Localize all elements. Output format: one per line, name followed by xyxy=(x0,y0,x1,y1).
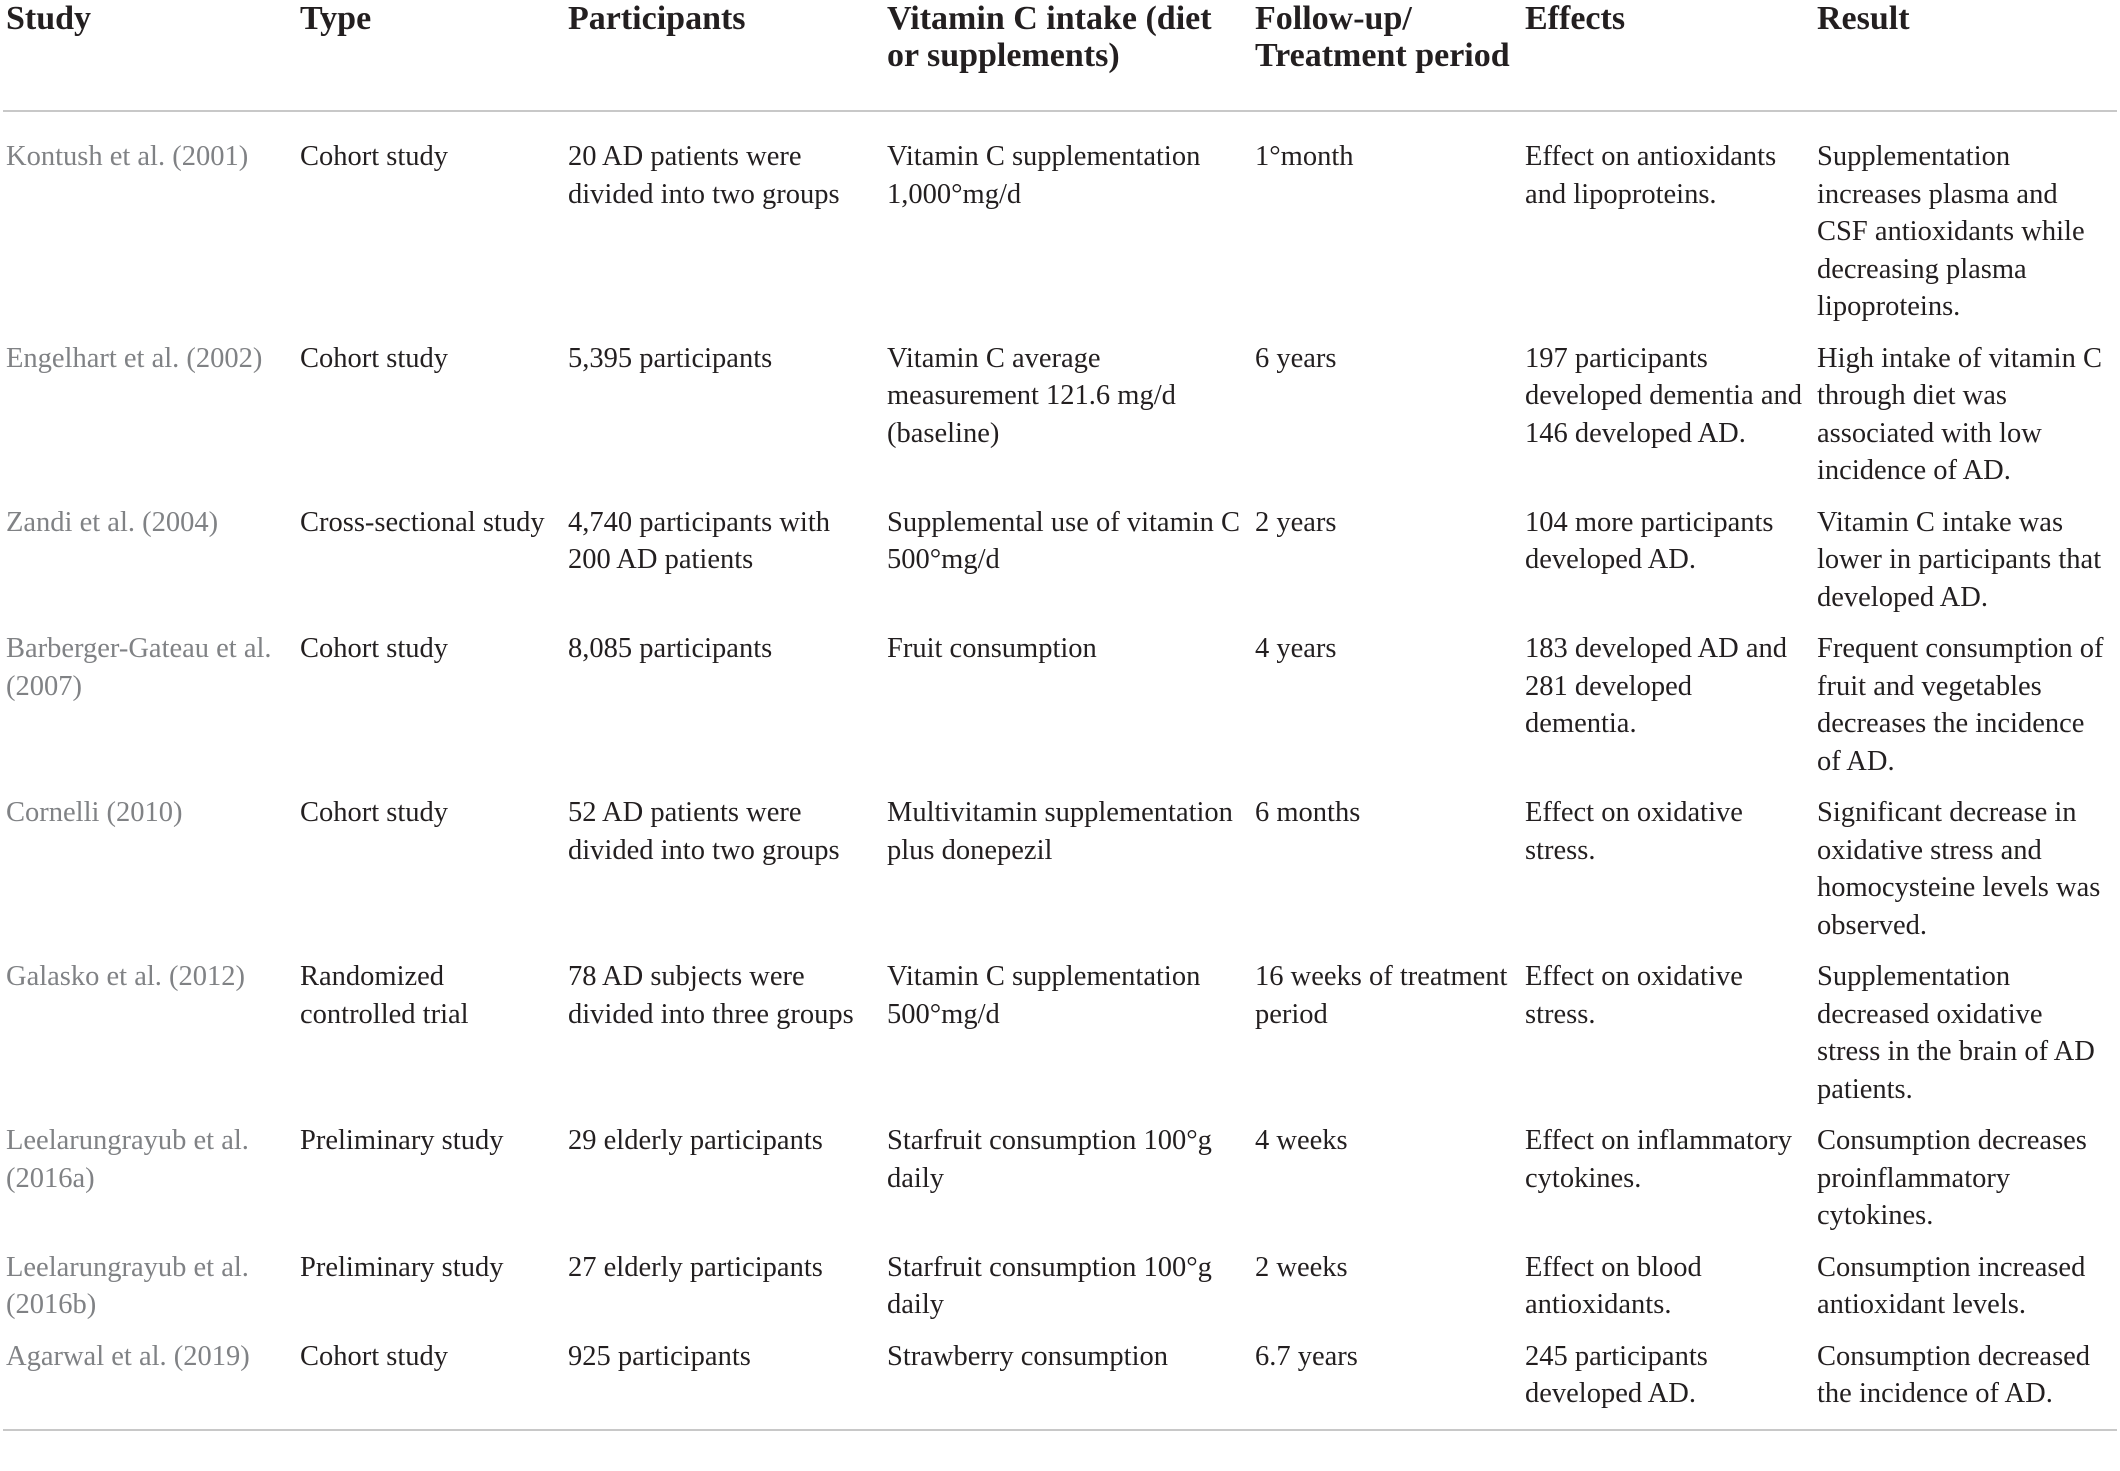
period-cell: 6 months xyxy=(1255,797,1361,828)
table-row xyxy=(3,111,2117,340)
result-cell: Significant decrease in oxidative stress and homocysteine levels was observed. xyxy=(1817,797,2101,941)
intake-cell: Strawberry consumption xyxy=(887,1340,1168,1372)
type-cell: Cohort study xyxy=(300,1340,449,1372)
header-result: Result xyxy=(1814,0,2117,111)
effects-cell: 245 participants developed AD. xyxy=(1525,1340,1708,1409)
studies-table xyxy=(3,0,2117,1431)
participants-cell: 4,740 participants with 200 AD patients xyxy=(568,506,830,575)
period-cell: 2 years xyxy=(1255,506,1337,538)
participants-cell: 78 AD subjects were divided into three groups xyxy=(568,961,854,1030)
effects-cell: Effect on oxidative stress. xyxy=(1525,961,1743,1030)
effects-cell: Effect on blood antioxidants. xyxy=(1525,1251,1702,1320)
period-cell: 16 weeks of treatment period xyxy=(1255,961,1508,1030)
participants-cell: 29 elderly participants xyxy=(568,1125,823,1156)
study-cell: Zandi et al. (2004) xyxy=(6,506,219,538)
period-cell: 6.7 years xyxy=(1255,1340,1358,1372)
period-cell: 6 years xyxy=(1255,342,1337,374)
table-header xyxy=(3,0,2117,111)
table-row xyxy=(3,630,2117,794)
participants-cell: 925 participants xyxy=(568,1340,751,1372)
period-cell: 4 years xyxy=(1255,633,1337,664)
table-row xyxy=(3,340,2117,504)
intake-cell: Starfruit consumption 100°g daily xyxy=(887,1251,1212,1320)
participants-cell: 20 AD patients were divided into two groups xyxy=(568,141,840,210)
period-cell: 4 weeks xyxy=(1255,1125,1348,1156)
table-row xyxy=(3,504,2117,631)
intake-cell: Vitamin C average measurement 121.6 mg/d (baseline) xyxy=(887,342,1176,449)
result-cell: High intake of vitamin C through diet was associated with low incidence of AD. xyxy=(1817,342,2102,486)
result-cell: Vitamin C intake was lower in participants that developed AD. xyxy=(1817,506,2102,613)
participants-cell: 52 AD patients were divided into two groups xyxy=(568,797,840,866)
type-cell: Cohort study xyxy=(300,141,449,172)
header-type: Type xyxy=(297,0,565,111)
table-row xyxy=(3,1122,2117,1249)
intake-cell: Fruit consumption xyxy=(887,633,1097,664)
result-cell: Frequent consumption of fruit and vegetables decreases the incidence of AD. xyxy=(1817,633,2104,777)
participants-cell: 5,395 participants xyxy=(568,342,773,374)
type-cell: Preliminary study xyxy=(300,1125,504,1156)
effects-cell: Effect on oxidative stress. xyxy=(1525,797,1743,866)
intake-cell: Supplemental use of vitamin C 500°mg/d xyxy=(887,506,1241,575)
type-cell: Preliminary study xyxy=(300,1251,504,1283)
effects-cell: 197 participants developed dementia and 146 developed AD. xyxy=(1525,342,1802,449)
study-cell: Engelhart et al. (2002) xyxy=(6,342,263,374)
type-cell: Cross-sectional study xyxy=(300,506,545,538)
result-cell: Supplementation decreased oxidative stress in the brain of AD patients. xyxy=(1817,961,2095,1105)
study-cell: Leelarungrayub et al. (2016a) xyxy=(6,1125,249,1194)
header-follow-up-period: Follow-up/ Treatment period xyxy=(1252,0,1522,111)
effects-cell: Effect on inflammatory cytokines. xyxy=(1525,1125,1792,1194)
type-cell: Randomized controlled trial xyxy=(300,961,469,1030)
intake-cell: Multivitamin supplementation plus donepezil xyxy=(887,797,1233,866)
intake-cell: Starfruit consumption 100°g daily xyxy=(887,1125,1212,1194)
header-vitamin-c-intake: Vitamin C intake (diet or supplements) xyxy=(884,0,1252,111)
period-cell: 2 weeks xyxy=(1255,1251,1348,1283)
table-row xyxy=(3,794,2117,958)
result-cell: Consumption decreased the incidence of AD. xyxy=(1817,1340,2091,1409)
study-cell: Agarwal et al. (2019) xyxy=(6,1340,250,1372)
result-cell: Supplementation increases plasma and CSF antioxidants while decreasing plasma lipoproteins. xyxy=(1817,141,2085,322)
header-study: Study xyxy=(3,0,297,111)
type-cell: Cohort study xyxy=(300,633,449,664)
study-cell: Leelarungrayub et al. (2016b) xyxy=(6,1251,249,1320)
type-cell: Cohort study xyxy=(300,797,449,828)
result-cell: Consumption increased antioxidant levels. xyxy=(1817,1251,2086,1320)
effects-cell: 104 more participants developed AD. xyxy=(1525,506,1774,575)
period-cell: 1°month xyxy=(1255,141,1354,172)
participants-cell: 27 elderly participants xyxy=(568,1251,823,1283)
table-row xyxy=(3,1249,2117,1338)
effects-cell: Effect on antioxidants and lipoproteins. xyxy=(1525,141,1777,210)
table-body xyxy=(3,111,2117,1430)
table-row xyxy=(3,958,2117,1122)
header-participants: Participants xyxy=(565,0,884,111)
result-cell: Consumption decreases proinflammatory cytokines. xyxy=(1817,1125,2087,1231)
study-cell: Cornelli (2010) xyxy=(6,797,183,828)
study-cell: Barberger-Gateau et al. (2007) xyxy=(6,633,272,702)
header-effects: Effects xyxy=(1522,0,1814,111)
type-cell: Cohort study xyxy=(300,342,449,374)
study-cell: Kontush et al. (2001) xyxy=(6,141,249,172)
study-cell: Galasko et al. (2012) xyxy=(6,961,246,992)
participants-cell: 8,085 participants xyxy=(568,633,773,664)
intake-cell: Vitamin C supplementation 500°mg/d xyxy=(887,961,1201,1030)
intake-cell: Vitamin C supplementation 1,000°mg/d xyxy=(887,141,1201,210)
effects-cell: 183 developed AD and 281 developed dementia. xyxy=(1525,633,1787,739)
table-row xyxy=(3,1338,2117,1430)
header-row xyxy=(3,0,2117,111)
